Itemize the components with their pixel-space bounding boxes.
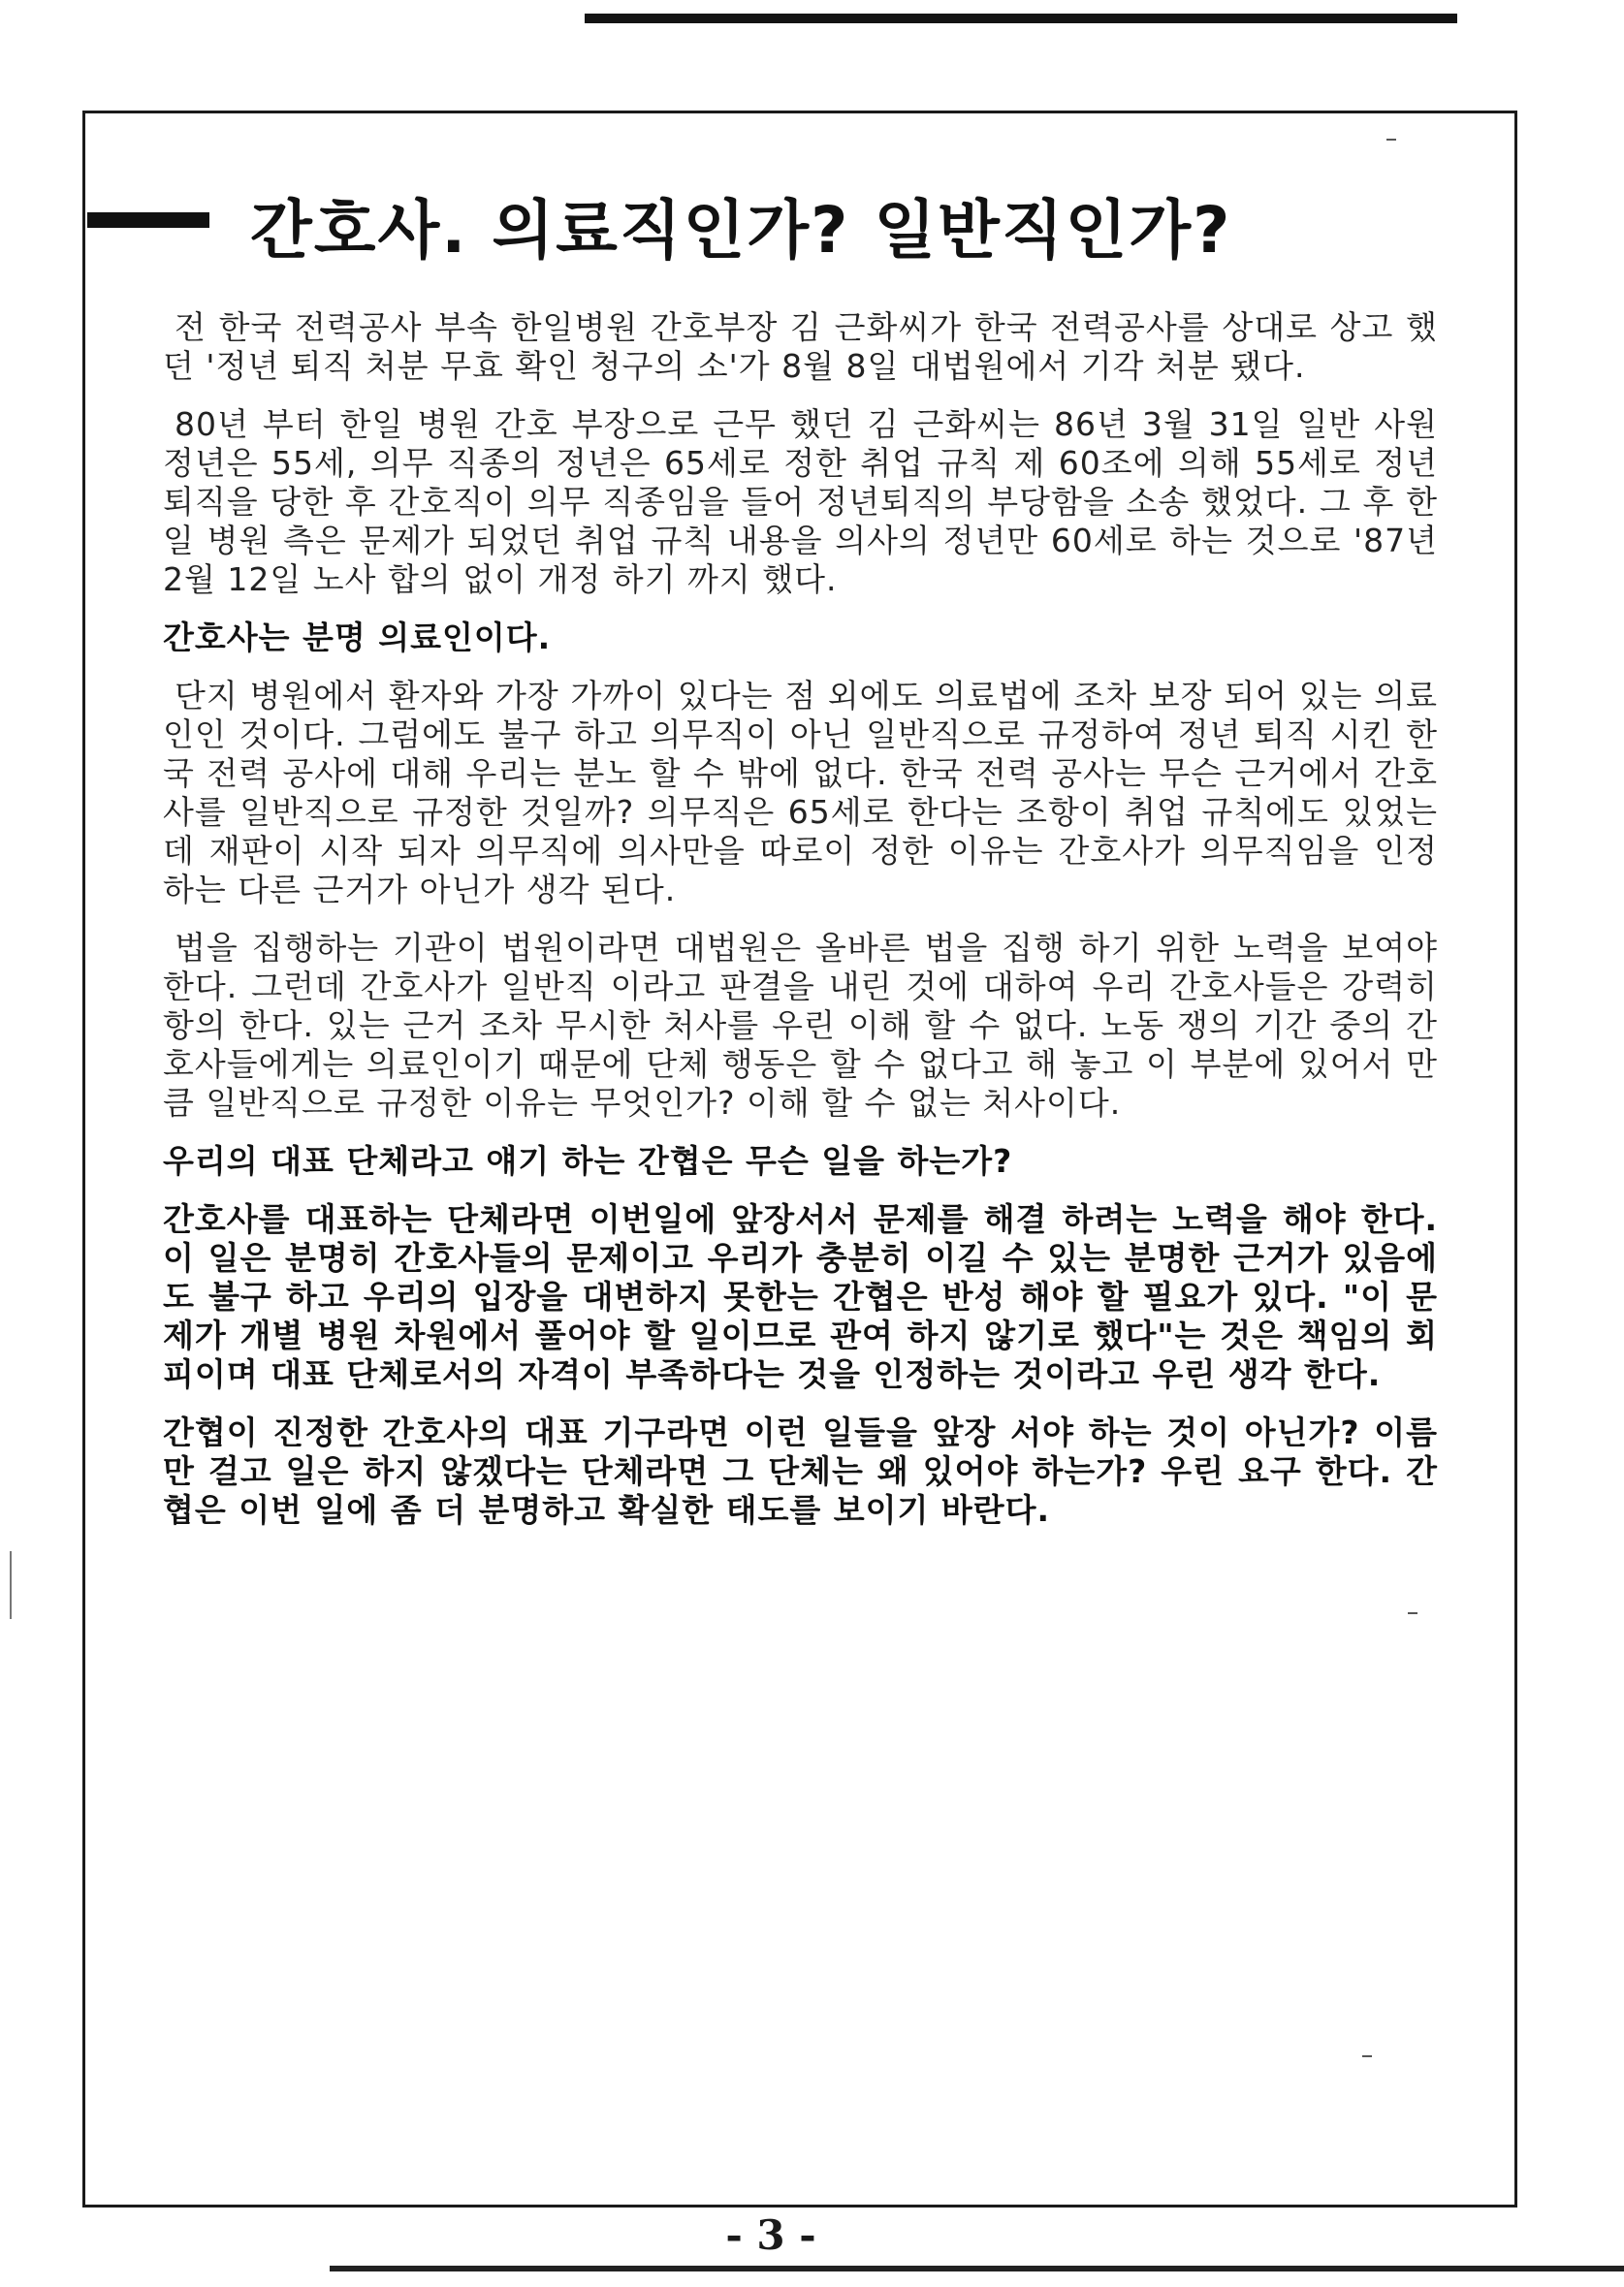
bottom-rule [330,2266,1624,2271]
scan-mark [1362,2055,1372,2057]
paragraph-court: 법을 집행하는 기관이 법원이라면 대법원은 올바른 법을 집행 하기 위한 노력을 보여야 한다. 그런데 간호사가 일반직 이라고 판결을 내린 것에 대하여 우리 간호사들은 강력히 항의 한다. 있는 근거 조차 무시한 처사를 우린 이해 할 수 없다. 노동 쟁의 기간 중의 간호사들에게는 의료인이기 때문에 단체 행동은 할 수 없다고 해 놓고 이 부분에 있어서 만큼 일반직으로 규정한 이유는 무엇인가? 이해 할 수 없는 처사이다. [163,929,1438,1122]
scan-mark [1386,139,1396,141]
top-rule [585,14,1457,23]
paragraph-demand: 간협이 진정한 간호사의 대표 기구라면 이런 일들을 앞장 서야 하는 것이 아닌가? 이름만 걸고 일은 하지 않겠다는 단체라면 그 단체는 왜 있어야 하는가? 우린 요구 한다. 간협은 이번 일에 좀 더 분명하고 확실한 태도를 보이기 바란다. [163,1413,1438,1529]
paragraph-intro: 전 한국 전력공사 부속 한일병원 간호부장 김 근화씨가 한국 전력공사를 상대로 상고 했던 '정년 퇴직 처분 무효 확인 청구의 소'가 8월 8일 대법원에서 기각 처분 됐다. [163,308,1438,385]
page-number: - 3 - [725,2211,816,2259]
article-body [163,308,1438,1549]
title-bar-decoration [87,212,209,228]
paragraph-heading-nurse: 간호사는 분명 의료인이다. [163,619,552,656]
scan-edge-mark [10,1551,12,1619]
paragraph-background: 80년 부터 한일 병원 간호 부장으로 근무 했던 김 근화씨는 86년 3월 31일 일반 사원 정년은 55세, 의무 직종의 정년은 65세로 정한 취업 규칙 제 60조에 의해 55세로 정년 퇴직을 당한 후 간호직이 의무 직종임을 들어 정년퇴직의 부당함을 소송 했었다. 그 후 한일 병원 측은 문제가 되었던 취업 규칙 내용을 의사의 정년만 60세로 하는 것으로 '87년 2월 12일 노사 합의 없이 개정 하기 까지 했다. [163,405,1438,598]
paragraph-argument: 단지 병원에서 환자와 가장 가까이 있다는 점 외에도 의료법에 조차 보장 되어 있는 의료인인 것이다. 그럼에도 불구 하고 의무직이 아닌 일반직으로 규정하여 정년 퇴직 시킨 한국 전력 공사에 대해 우리는 분노 할 수 밖에 없다. 한국 전력 공사는 무슨 근거에서 간호사를 일반직으로 규정한 것일까? 의무직은 65세로 한다는 조항이 취업 규칙에도 있었는데 재판이 시작 되자 의무직에 의사만을 따로이 정한 이유는 간호사가 의무직임을 인정 하는 다른 근거가 아닌가 생각 된다. [163,677,1438,908]
paragraph-heading-association: 우리의 대표 단체라고 얘기 하는 간협은 무슨 일을 하는가? [163,1142,1013,1180]
paragraph-association: 간호사를 대표하는 단체라면 이번일에 앞장서서 문제를 해결 하려는 노력을 해야 한다. 이 일은 분명히 간호사들의 문제이고 우리가 충분히 이길 수 있는 분명한 근거가 있음에도 불구 하고 우리의 입장을 대변하지 못한는 간협은 반성 해야 할 필요가 있다. "이 문제가 개별 병원 차원에서 풀어야 할 일이므로 관여 하지 않기로 했다"는 것은 책임의 회피이며 대표 단체로서의 자격이 부족하다는 것을 인정하는 것이라고 우린 생각 한다. [163,1200,1438,1393]
article-title: 간호사. 의료직인가? 일반직인가? [250,193,1232,268]
scan-mark [1408,1612,1417,1614]
